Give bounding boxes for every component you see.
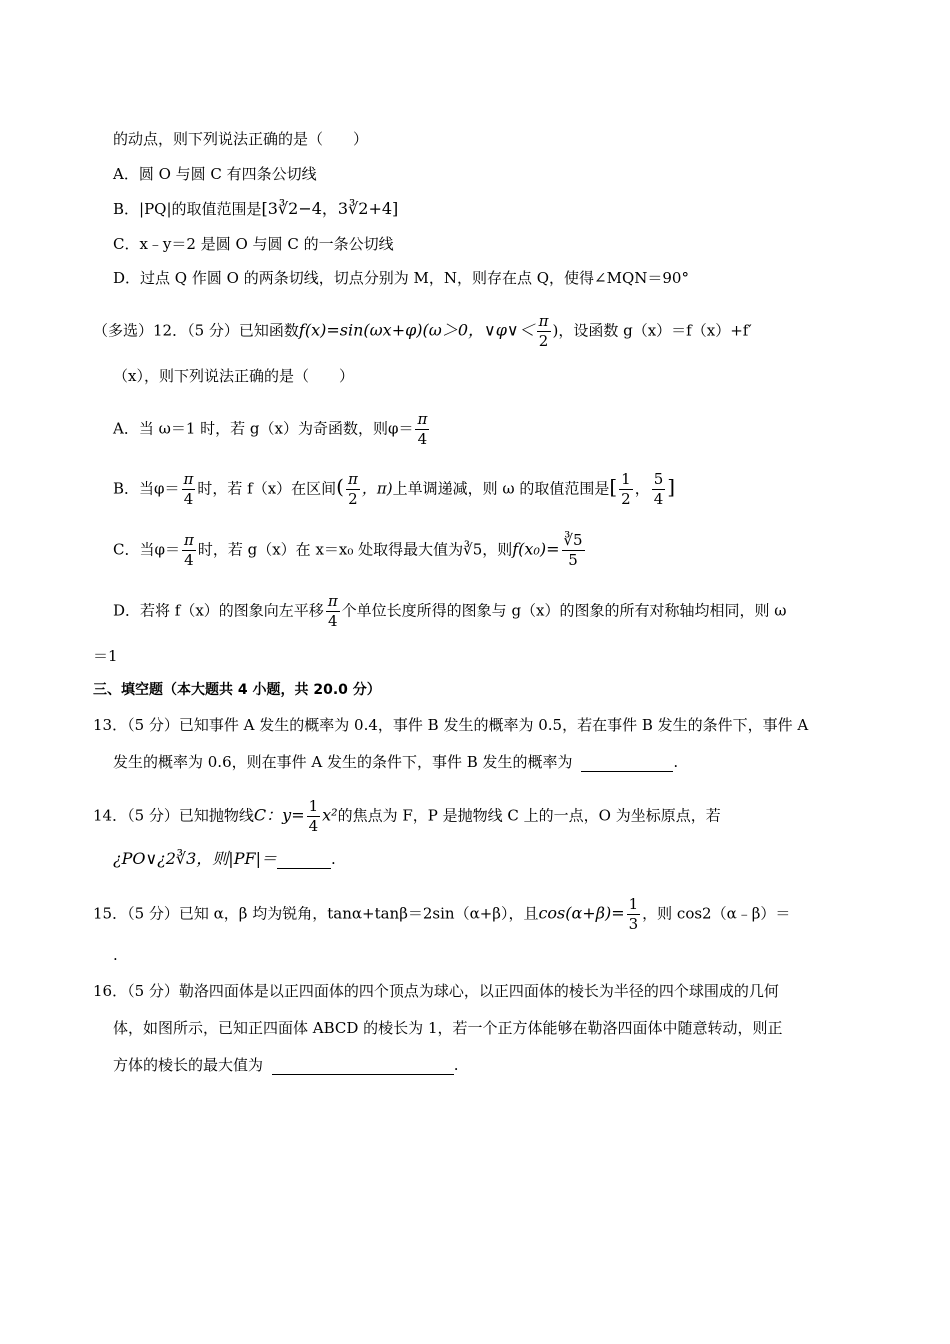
frac-num: π — [183, 470, 194, 488]
frac-den: 2 — [348, 490, 358, 508]
q15-suffix: ，则 cos2（α﹣β）＝ — [642, 904, 791, 923]
frac-num: 5 — [653, 470, 664, 488]
q11-option-b — [113, 199, 398, 219]
q11-option-b-range: [3∛2−4，3∛2+4] — [261, 199, 399, 218]
frac-den: 5 — [568, 551, 578, 569]
q16-text: 方体的棱长的最大值为 — [113, 1056, 264, 1074]
q12-c-pi-over-4 — [182, 531, 196, 570]
frac-den: 3 — [628, 915, 639, 933]
period: . — [673, 753, 679, 771]
q12-stem-prefix: （多选）12．（5 分）已知函数 — [93, 321, 299, 340]
q12-a-pi-over-4 — [415, 410, 429, 449]
q15-answer-end: . — [113, 946, 118, 964]
q11-option-a: A．圆 O 与圆 C 有四条公切线 — [113, 165, 317, 183]
q12-d-pi-over-4 — [326, 592, 340, 631]
q14-answer-blank[interactable] — [277, 852, 331, 869]
q12-b-one-half — [619, 470, 633, 509]
interval-end: ，π) — [361, 479, 393, 498]
q12-option-d-post: 个单位长度所得的图象与 g（x）的图象的所有对称轴均相同，则 ω — [341, 601, 787, 620]
frac-num: π — [417, 410, 428, 428]
q12-option-a — [113, 410, 431, 449]
period: . — [453, 1056, 459, 1074]
q12-two-denominator: 2 — [538, 332, 549, 350]
q12-option-d-end: ＝1 — [93, 647, 118, 665]
q15-cos: cos(α+β)= — [538, 903, 625, 923]
q12-option-b — [113, 470, 675, 509]
q16-line-2: 体，如图所示，已知正四面体 ABCD 的棱长为 1，若一个正方体能够在勒洛四面体中随意转动，则正 — [113, 1019, 783, 1037]
q12-c-fx0: f(x₀)= — [512, 539, 560, 559]
frac-num: 1 — [621, 470, 631, 488]
q12-stem-suffix: )，设函数 g（x）＝f（x）+f′ — [552, 321, 752, 340]
frac-num: 1 — [308, 797, 319, 815]
q12-option-d — [113, 592, 787, 631]
q13-answer-blank[interactable] — [581, 755, 673, 772]
q16-answer-blank[interactable] — [272, 1058, 454, 1075]
q14-suffix: 的焦点为 F，P 是抛物线 C 上的一点，O 为坐标原点，若 — [337, 806, 721, 825]
open-bracket: [ — [609, 474, 618, 499]
frac-den: 4 — [308, 817, 319, 835]
q12-pi-over-2 — [537, 312, 551, 351]
q11-option-b-text: B．|PQ|的取值范围是 — [113, 200, 262, 218]
q12-c-root5-over-5 — [562, 531, 585, 570]
frac-den: 4 — [417, 430, 428, 448]
q12-pi-numerator: π — [538, 312, 549, 330]
q14-line-1 — [93, 797, 721, 836]
q12-option-c-mid: 时，若 g（x）在 x＝x₀ 处取得最大值为∛5，则 — [197, 540, 513, 559]
q13-text: 发生的概率为 0.6，则在事件 A 发生的条件下，事件 B 发生的概率为 — [113, 753, 573, 771]
frac-num: π — [183, 531, 194, 549]
frac-den: 4 — [327, 612, 338, 630]
frac-den: 4 — [184, 551, 194, 569]
q12-stem-cont: （x），则下列说法正确的是（ ） — [113, 367, 354, 385]
separator: ， — [634, 479, 650, 498]
period: . — [330, 850, 336, 868]
q12-function: f(x)=sin(ωx+φ)(ω＞0，∨φ∨＜ — [298, 320, 535, 340]
q12-option-a-text: A．当 ω＝1 时，若 g（x）为奇函数，则φ＝ — [113, 419, 414, 438]
q16-line-1: 16．（5 分）勒洛四面体是以正四面体的四个顶点为球心，以正四面体的棱长为半径的四个球围成的几何 — [93, 982, 779, 1000]
q16-line-3 — [113, 1055, 459, 1075]
q13-line-1: 13．（5 分）已知事件 A 发生的概率为 0.4，事件 B 发生的概率为 0.5，若在事件 B 发生的条件下，事件 A — [93, 716, 809, 734]
q12-stem — [93, 312, 752, 351]
q12-b-pi-over-2 — [346, 470, 360, 509]
q12-option-c-text: C．当φ＝ — [113, 540, 180, 559]
q14-line-2 — [113, 849, 336, 869]
q14-x-squared: x² — [322, 805, 338, 825]
q13-line-2 — [113, 752, 678, 772]
q12-b-five-quarters — [652, 470, 666, 509]
q14-one-quarter — [307, 797, 321, 836]
frac-den: 4 — [653, 490, 664, 508]
frac-num: ∛5 — [563, 531, 583, 549]
q12-option-b-text: B．当φ＝ — [113, 479, 180, 498]
q15-one-third — [627, 895, 641, 934]
q12-option-b-mid: 时，若 f（x）在区间 — [197, 479, 337, 498]
q12-b-pi-over-4 — [182, 470, 196, 509]
q15-line-1 — [93, 895, 790, 934]
close-bracket: ] — [667, 474, 676, 499]
q12-option-d-text: D．若将 f（x）的图象向左平移 — [113, 601, 324, 620]
frac-den: 2 — [621, 490, 631, 508]
q11-option-c: C．x﹣y＝2 是圆 O 与圆 C 的一条公切线 — [113, 235, 394, 253]
q14-prefix: 14．（5 分）已知抛物线 — [93, 806, 254, 825]
frac-num: π — [347, 470, 358, 488]
section-heading: 三、填空题（本大题共 4 小题，共 20.0 分） — [93, 682, 381, 698]
frac-num: 1 — [628, 895, 639, 913]
q11-option-d: D．过点 Q 作圆 O 的两条切线，切点分别为 M，N，则存在点 Q，使得∠MQN＝90° — [113, 269, 689, 287]
frac-den: 4 — [183, 490, 194, 508]
q15-prefix: 15．（5 分）已知 α，β 均为锐角，tanα+tanβ＝2sin（α+β），且 — [93, 904, 539, 923]
open-paren: ( — [336, 474, 344, 499]
q14-equation: C：y= — [253, 805, 305, 825]
q14-condition: ¿PO∨¿2∛3，则|PF|＝ — [113, 849, 277, 868]
q11-stem-tail: 的动点，则下列说法正确的是（ ） — [113, 130, 369, 148]
frac-num: π — [327, 592, 338, 610]
q12-option-b-mid2: 上单调递减，则 ω 的取值范围是 — [392, 479, 610, 498]
q12-option-c — [113, 531, 587, 570]
